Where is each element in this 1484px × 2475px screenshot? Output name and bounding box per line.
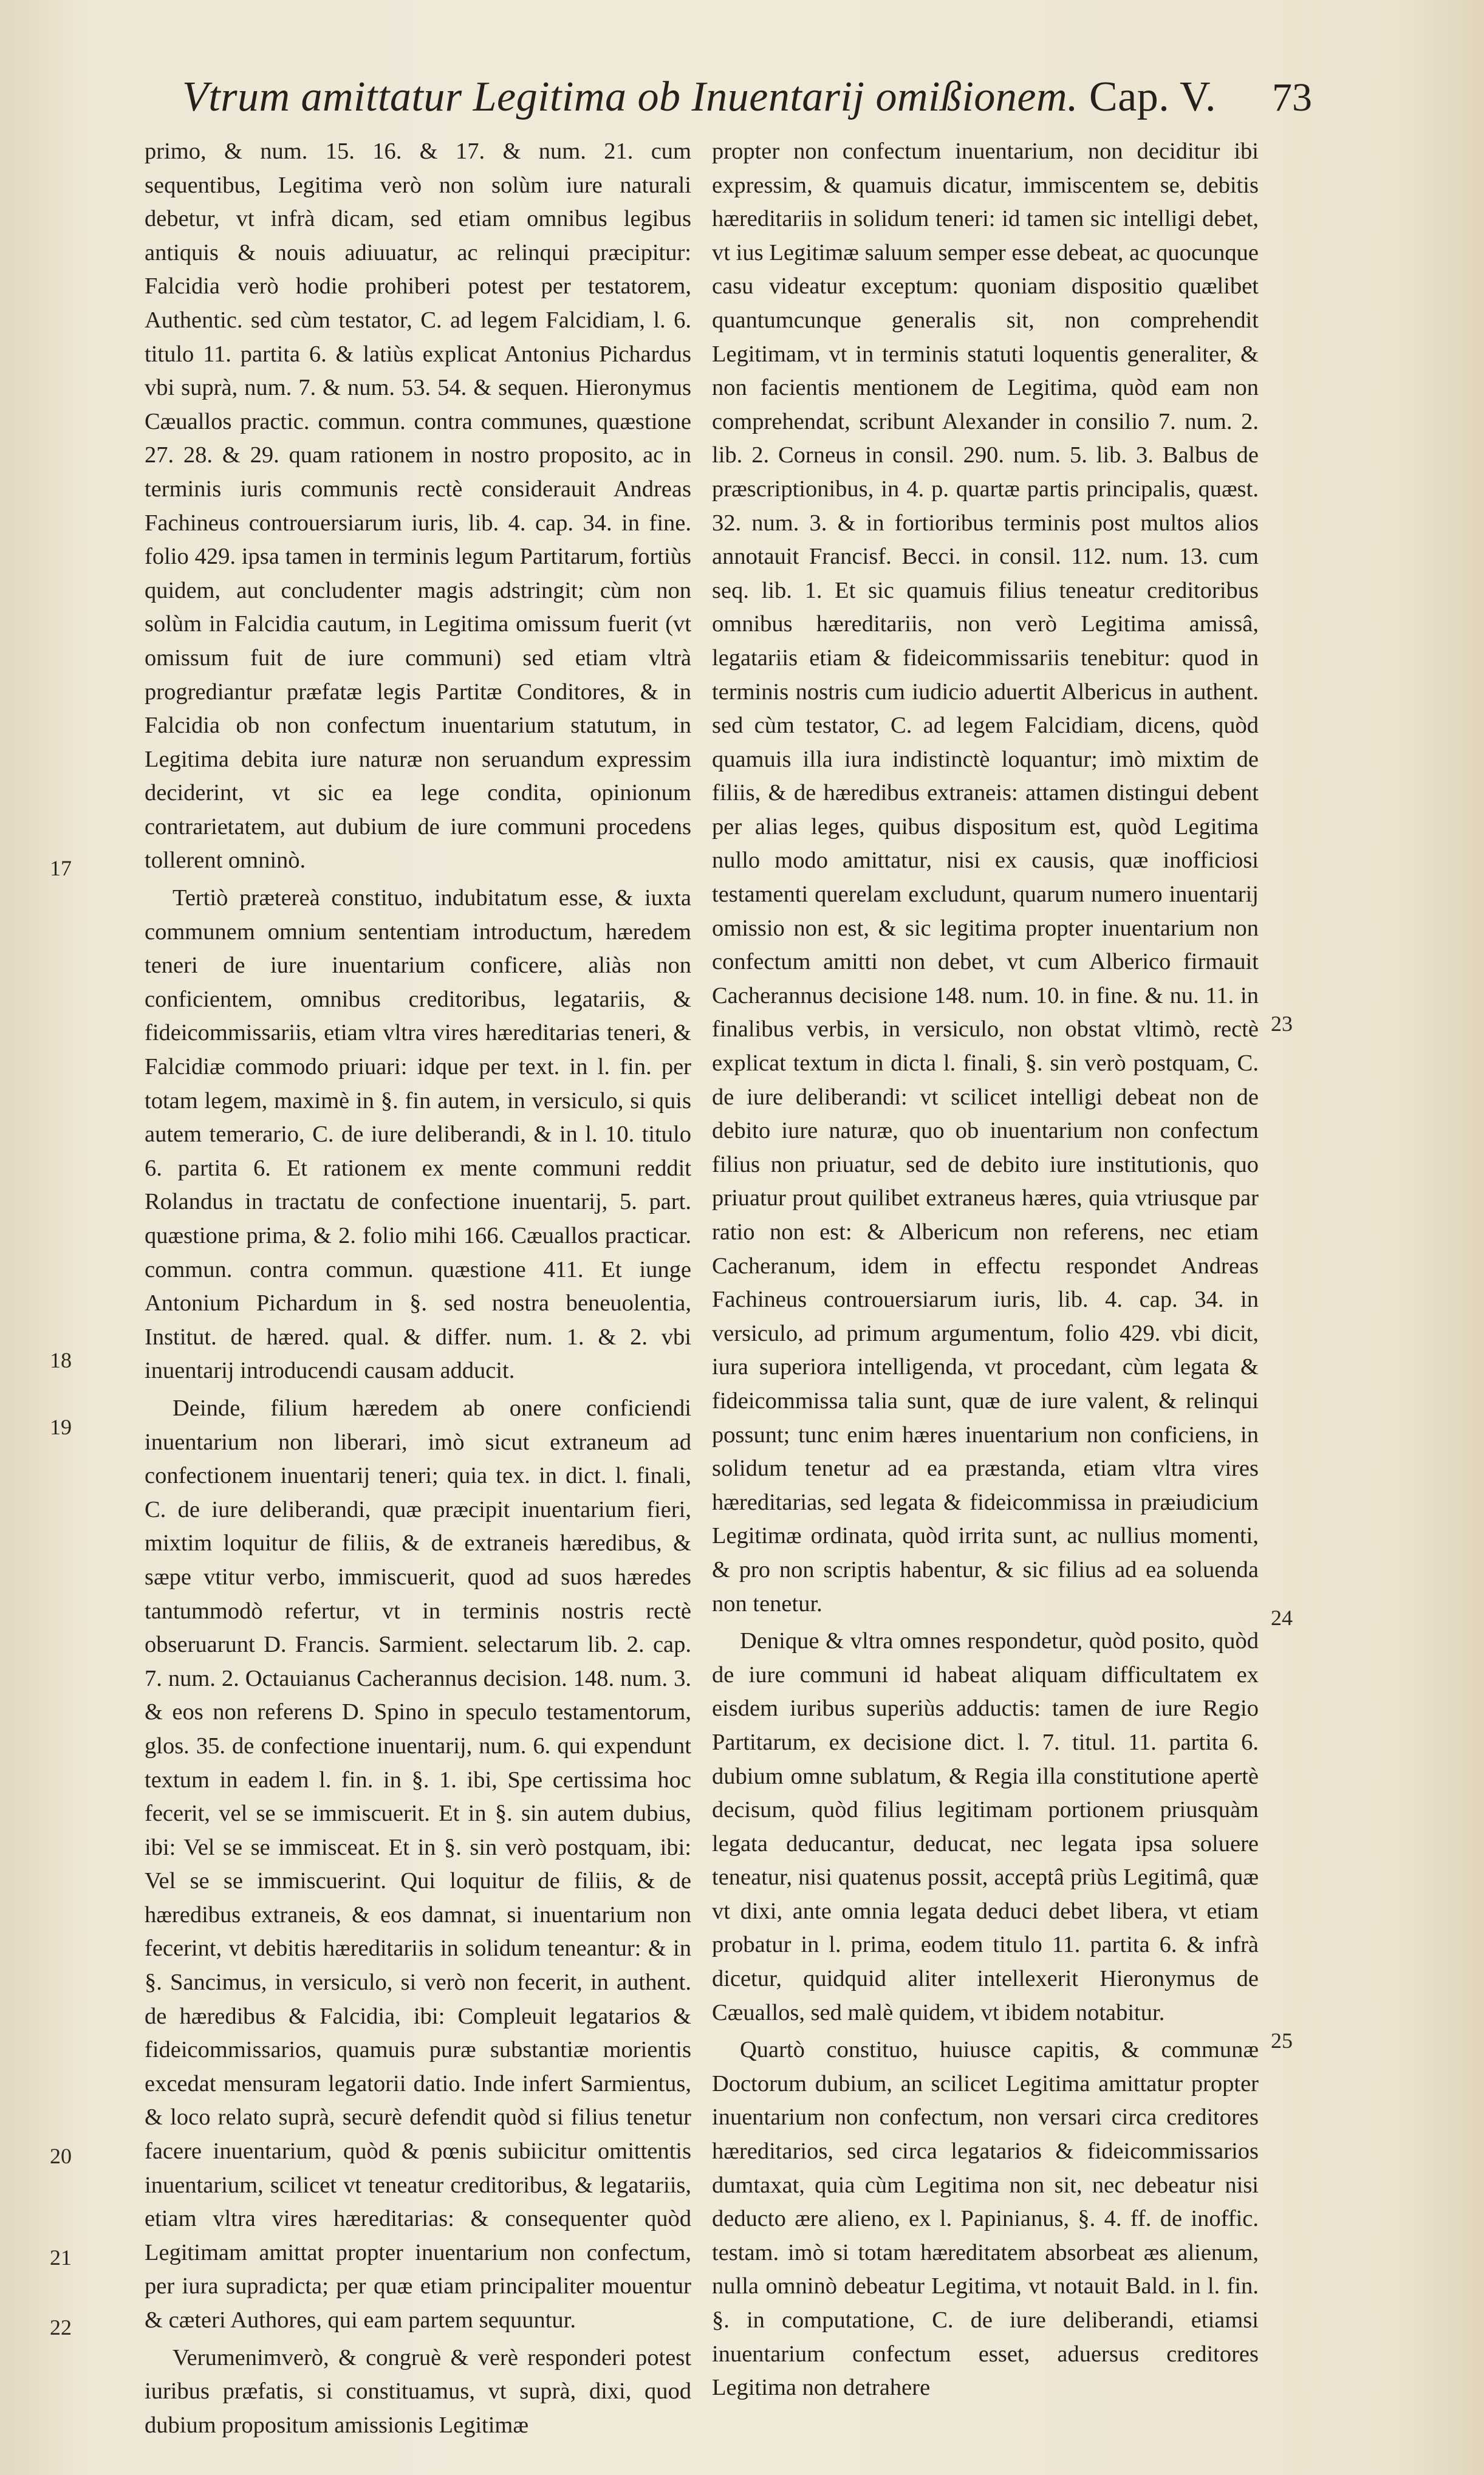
margin-number-21: 21 [50, 2245, 72, 2270]
margin-number-19: 19 [50, 1415, 72, 1439]
right-paragraph-3: Quartò constituo, huiusce capitis, & communæ Doctorum dubium, an scilicet Legitima amittatur propter inuentarium non confectum, non versari circa creditores hæreditarios, sed circa legatarios & fideicommissarios dumtaxat, quia cùm Legitima non sit, nec debeatur nisi deducto ære alieno, ex l. Papinianus, §. 4. ff. de inoffic. testam. imò si totam hæreditatem absorbeat æs alienum, nulla omninò debeatur Legitima, vt notauit Bald. in l. fin. §. in computatione, C. de iure deliberandi, etiamsi inuentarium confectum esset, aduersus creditores Legitima non detrahere [712, 2037, 1259, 2401]
margin-number-22: 22 [50, 2315, 72, 2340]
right-column [712, 135, 1259, 2405]
running-title [182, 73, 1216, 122]
folio-number: 73 [1272, 75, 1312, 120]
left-column [145, 135, 691, 2442]
left-paragraph-4: Verumenimverò, & congruè & verè responderi potest iuribus præfatis, si constituamus, vt suprà, dixi, quod dubium propositum amissionis Legitimæ [145, 2344, 691, 2438]
right-paragraph-1: propter non confectum inuentarium, non deciditur ibi expressim, & quamuis dicatur, immiscentem se, debitis hæreditariis in solidum teneri: id tamen sic intelligi debet, vt ius Legitimæ saluum semper esse debeat, ac quocunque casu videatur exceptum: quoniam dispositio quælibet quantumcunque generalis sit, non comprehendit Legitimam, vt in terminis statuti loquentis generaliter, & non facientis mentionem de Legitima, quòd eam non comprehendat, scribunt Alexander in consilio 7. num. 2. lib. 2. Corneus in consil. 290. num. 5. lib. 3. Balbus de præscriptionibus, in 4. p. quartæ partis principalis, quæst. 32. num. 3. & in fortioribus terminis post multos alios annotauit Francisf. Becci. in consil. 112. num. 13. cum seq. lib. 1. Et sic quamuis filius teneatur creditoribus omnibus hæreditariis, non verò Legitima amissâ, legatariis etiam & fideicommissariis tenebitur: quod in terminis nostris cum iudicio aduertit Albericus in authent. sed cùm testator, C. ad legem Falcidiam, dicens, quòd quamuis illa iura indistinctè loquantur; imò mixtim de filiis, & de hæredibus extraneis: attamen distingui debent per alias leges, quibus dispositum est, quòd Legitima nullo modo amittatur, nisi ex causis, quæ inofficiosi testamenti querelam excludunt, quarum numero inuentarij omissio non est, & sic legitima propter inuentarium non confectum amitti non debet, vt cum Alberico firmauit Cacherannus decisione 148. num. 10. in fine. & nu. 11. in finalibus verbis, in versiculo, non obstat vltimò, rectè explicat textum in dicta l. finali, §. sin verò postquam, C. de iure deliberandi: vt scilicet intelligi debeat non de debito iure naturæ, quo ob inuentarium non confectum filius non priuatur, sed de debito iure institutionis, quo priuatur prout quilibet extraneus hæres, quia vtriusque par ratio non est: & Albericum non referens, nec etiam Cacheranum, idem in effectu respondet Andreas Fachineus controuersiarum iuris, lib. 4. cap. 34. in versiculo, ad primum argumentum, folio 429. vbi dicit, iura superiora intelligenda, vt procedant, cùm legata & fideicommissa talia sunt, quæ de iure valent, & relinqui possunt; tunc enim hæres inuentarium non conficiens, in solidum tenetur ad ea præstanda, etiam vltra vires hæreditarias, sed legata & fideicommissa in præiudicium Legitimæ ordinata, quòd irrita sunt, ac nullius momenti, & pro non scriptis habentur, & sic filius ad ea soluenda non tenetur. [712, 139, 1259, 1617]
chapter-label: Cap. V. [1089, 74, 1217, 120]
margin-number-18: 18 [50, 1348, 72, 1372]
margin-number-25: 25 [1271, 2028, 1293, 2053]
running-title-text: Vtrum amittatur Legitima ob Inuentarij omißionem. [182, 74, 1079, 120]
margin-number-17: 17 [50, 856, 72, 880]
left-paragraph-3: Deinde, filium hæredem ab onere conficiendi inuentarium non liberari, imò sicut extraneum ad confectionem inuentarij teneri; quia tex. in dict. l. finali, C. de iure deliberandi, quæ præcipit inuentarium fieri, mixtim loquitur de filiis, & de extraneis hæredibus, & sæpe vtitur verbo, immiscuerit, quod ad suos hæredes tantummodò refertur, vt in terminis nostris rectè obseruarunt D. Francis. Sarmient. selectarum lib. 2. cap. 7. num. 2. Octauianus Cacherannus decision. 148. num. 3. & eos non referens D. Spino in speculo testamentorum, glos. 35. de confectione inuentarij, num. 6. qui expendunt textum in eadem l. fin. in §. 1. ibi, Spe certissima hoc fecerit, vel se se immiscuerit. Et in §. sin autem dubius, ibi: Vel se se immisceat. Et in §. sin verò postquam, ibi: Vel se se immiscuerint. Qui loquitur de filiis, & de hæredibus extraneis, & eos damnat, si inuentarium non fecerint, vt debitis hæreditariis in solidum teneantur: & in §. Sancimus, in versiculo, si verò non fecerit, in authent. de hæredibus & Falcidia, ibi: Compleuit legatarios & fideicommissarios, quamuis puræ substantiæ morientis excedat mensuram legatorii datio. Inde infert Sarmientus, & loco relato suprà, securè defendit quòd si filius tenetur facere inuentarium, quòd & pœnis subiicitur omittentis inuentarium, scilicet vt teneatur creditoribus, & legatariis, etiam vltra vires hæreditarias: & consequenter quòd Legitimam amittat propter inuentarium non confectum, per iura supradicta; per quæ etiam principaliter mouentur & cæteri Authores, qui eam partem sequuntur. [145, 1395, 691, 2333]
margin-number-24: 24 [1271, 1606, 1293, 1630]
left-paragraph-2: Tertiò prætereà constituo, indubitatum esse, & iuxta communem omnium sententiam introductum, hæredem teneri de iure inuentarium conficere, aliàs non conficientem, omnibus creditoribus, legatariis, & fideicommissariis, etiam vltra vires hæreditarias teneri, & Falcidiæ commodo priuari: idque per text. in l. fin. per totam legem, maximè in §. fin autem, in versiculo, si quis autem temerario, C. de iure deliberandi, & in l. 10. titulo 6. partita 6. Et rationem ex mente communi reddit Rolandus in tractatu de confectione inuentarij, 5. part. quæstione prima, & 2. folio mihi 166. Cæuallos practicar. commun. contra commun. quæstione 411. Et iunge Antonium Pichardum in §. sed nostra beneuolentia, Institut. de hæred. qual. & differ. num. 1. & 2. vbi inuentarij introducendi causam adducit. [145, 885, 691, 1384]
left-paragraph-1: primo, & num. 15. 16. & 17. & num. 21. cum sequentibus, Legitima verò non solùm iure naturali debetur, vt infrà dicam, sed etiam omnibus legibus antiquis & nouis adiuuatur, ac relinqui præcipitur: Falcidia verò hodie prohiberi potest per testatorem, Authentic. sed cùm testator, C. ad legem Falcidiam, l. 6. titulo 11. partita 6. & latiùs explicat Antonius Pichardus vbi suprà, num. 7. & num. 53. 54. & sequen. Hieronymus Cæuallos practic. commun. contra communes, quæstione 27. 28. & 29. quam rationem in nostro proposito, ac in terminis iuris communis rectè considerauit Andreas Fachineus controuersiarum iuris, lib. 4. cap. 34. in fine. folio 429. ipsa tamen in terminis legum Partitarum, fortiùs quidem, aut concludenter magis adstringit; cùm non solùm in Falcidia cautum, in Legitima omissum fuerit (vt omissum fuit de iure communi) sed etiam vltrà progrediantur præfatæ legis Partitæ Conditores, & in Falcidia ob non confectum inuentarium statutum, in Legitima debita iure naturæ non seruandum expressim deciderint, vt sic ea lege condita, opinionum contrarietatem, aut dubium de iure communi procedens tollerent omninò. [145, 139, 691, 874]
margin-number-23: 23 [1271, 1012, 1293, 1036]
right-paragraph-2: Denique & vltra omnes respondetur, quòd posito, quòd de iure communi id habeat aliquam difficultatem ex eisdem iuribus superiùs adductis: tamen de iure Regio Partitarum, ex decisione dict. l. 7. titul. 11. partita 6. dubium omne sublatum, & Regia illa constitutione apertè decisum, quòd filius legitimam portionem priusquàm legata deducantur, deducat, nec legata ipsa soluere teneatur, nisi quatenus possit, acceptâ priùs Legitimâ, quæ vt dixi, ante omnia legata deduci debet libera, vt etiam probatur in l. prima, eodem titulo 11. partita 6. & infrà dicetur, quidquid aliter intellexerit Hieronymus de Cæuallos, sed malè quidem, vt ibidem notabitur. [712, 1628, 1259, 2025]
page-header [182, 73, 1312, 134]
margin-number-20: 20 [50, 2144, 72, 2168]
